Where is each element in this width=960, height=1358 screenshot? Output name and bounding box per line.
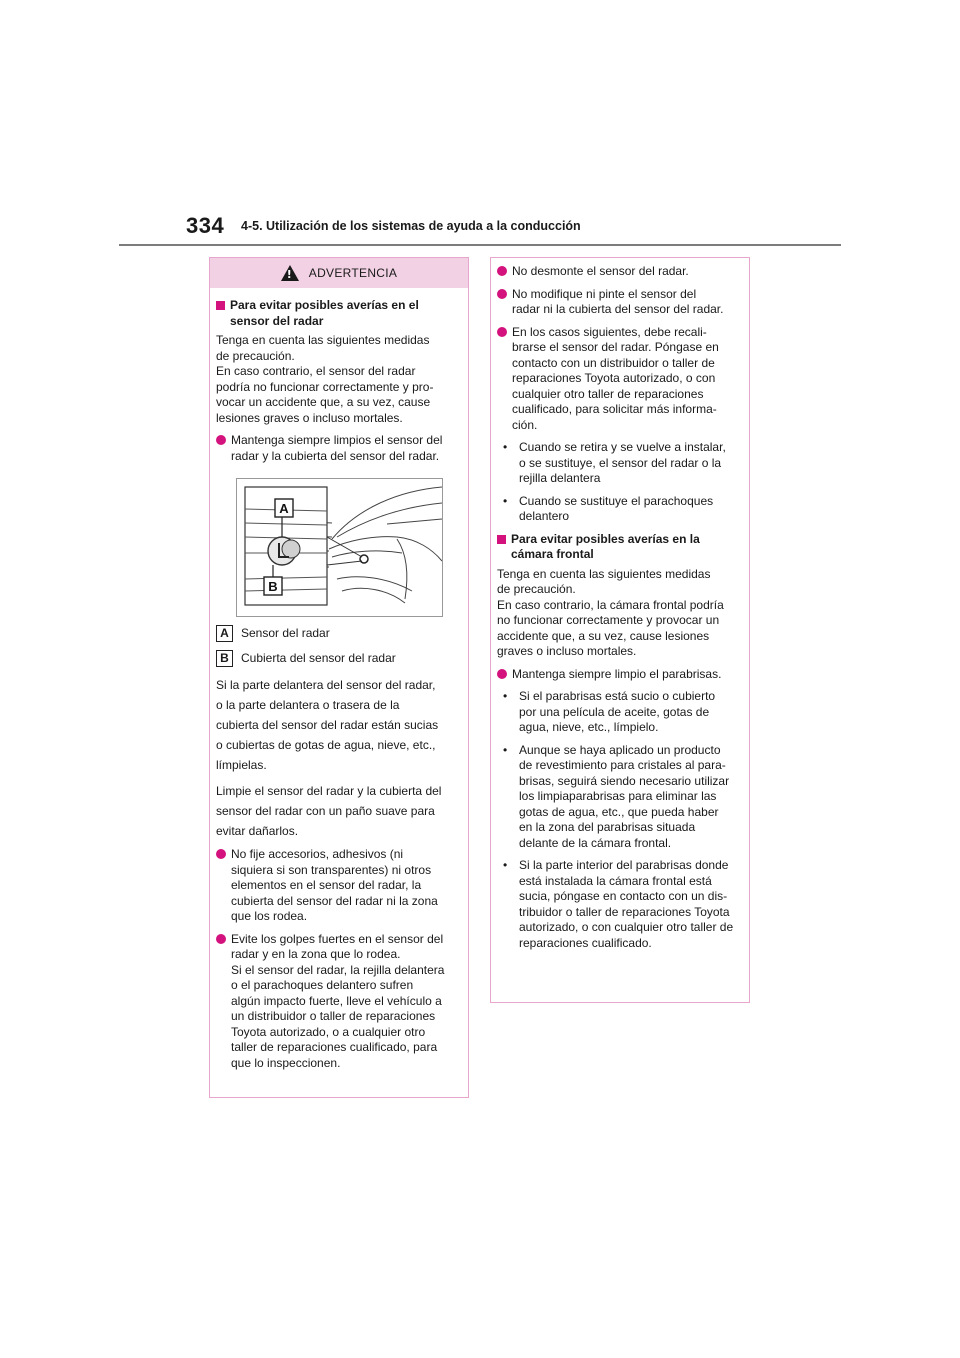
legend-letter-b: B: [216, 650, 233, 667]
warning-triangle-icon: [281, 265, 299, 281]
bullet-item: Evite los golpes fuertes en el sensor del radar y en la zona que lo rodea. Si el sensor del radar, la rejilla delantera o el parachoques delantero sufren algún impacto fuerte, lleve el vehículo a un distribuidor o taller de reparaciones Toyota autorizado, o a cualquier otro taller de reparaciones cualificado, para que lo inspeccionen.: [216, 932, 462, 1072]
circle-bullet-icon: [216, 934, 226, 944]
circle-bullet-icon: [497, 327, 507, 337]
cleaning-paragraph-2: Limpie el sensor del radar y la cubierta del sensor del radar con un paño suave para evitar dañarlos.: [216, 784, 442, 838]
intro-text: Tenga en cuenta las siguientes medidas de precaución. En caso contrario, el sensor del radar podría no funcionar correctamente y pro- vocar un accidente que, a su vez, cause lesiones graves o incluso mortales.: [216, 333, 434, 425]
square-bullet-icon: [497, 535, 506, 544]
warning-content: [210, 288, 468, 1071]
cleaning-paragraph: Si la parte delantera del sensor del radar, o la parte delantera o trasera de la cubierta del sensor del radar están sucias o cubiertas de gotas de agua, nieve, etc., límpielas.: [216, 678, 439, 772]
sub-bullet-item: • Cuando se sustituye el parachoques delantero: [503, 493, 714, 523]
warning-box-right: [490, 257, 750, 1003]
sub-bullet-item: • Si la parte interior del parabrisas donde está instalada la cámara frontal está sucia, póngase en contacto con un dis- tribuidor o taller de reparaciones Toyota autorizado, o con cualquier otro taller de reparaciones cualificado.: [503, 858, 734, 950]
bullet-item: Mantenga siempre limpios el sensor del radar y la cubierta del sensor del radar.: [216, 433, 462, 464]
warning-box-left: [209, 257, 469, 1098]
circle-bullet-icon: [497, 266, 507, 276]
bullet-item: No desmonte el sensor del radar.: [497, 264, 743, 280]
circle-bullet-icon: [216, 849, 226, 859]
sub-bullet-mark: •: [503, 858, 508, 872]
legend-letter-a: A: [216, 625, 233, 642]
warning-content-continued: [491, 258, 749, 951]
sub-bullet-item: • Cuando se retira y se vuelve a instalar, o se sustituye, el sensor del radar o la rejilla delantera: [503, 440, 726, 485]
sub-bullet-mark: •: [503, 440, 508, 454]
page-number: 334: [186, 213, 225, 238]
sub-bullet-mark: •: [503, 689, 508, 703]
bullet-item: En los casos siguientes, debe recali- brarse el sensor del radar. Póngase en contacto con un distribuidor o taller de reparaciones Toyota autorizado, o con cualquier otro taller de reparaciones cualificado, para solicitar más informa- ción.: [497, 325, 743, 434]
square-bullet-icon: [216, 301, 225, 310]
sub-bullet-item: • Aunque se haya aplicado un producto de revestimiento para cristales al para- brisas, seguirá siendo necesario utilizar los limpiaparabrisas para eliminar las gotas de agua, etc., que pueda haber en la zona del parabrisas situada delante de la cámara frontal.: [503, 742, 730, 850]
intro-text-camera: Tenga en cuenta las siguientes medidas de precaución. En caso contrario, la cámara frontal podría no funcionar correctamente y provocar un accidente que, a su vez, cause lesiones graves o incluso mortales.: [497, 566, 724, 658]
radar-sensor-illustration: [236, 478, 443, 617]
warning-title: ADVERTENCIA: [308, 266, 398, 280]
section-heading-camera: Para evitar posibles averías en la cámara frontal: [497, 532, 743, 563]
header-rule: [119, 244, 841, 246]
bullet-item: Mantenga siempre limpio el parabrisas.: [497, 667, 743, 683]
circle-bullet-icon: [216, 435, 226, 445]
sub-bullet-mark: •: [503, 493, 508, 508]
section-heading-radar: Para evitar posibles averías en el sensor del radar: [216, 298, 462, 329]
sub-bullet-item: • Si el parabrisas está sucio o cubierto por una película de aceite, gotas de agua, nieve, etc., límpielo.: [503, 689, 716, 734]
section-title: 4-5. Utilización de los sistemas de ayuda a la conducción: [241, 219, 581, 233]
sub-bullet-mark: •: [503, 742, 508, 757]
legend-item-b: B Cubierta del sensor del radar: [216, 650, 462, 667]
warning-header: [210, 258, 468, 288]
circle-bullet-icon: [497, 669, 507, 679]
bullet-item: No fije accesorios, adhesivos (ni siquiera si son transparentes) ni otros elementos en el sensor del radar, la cubierta del sensor del radar ni la zona que los rodea.: [216, 847, 462, 925]
car-front-drawing: [237, 479, 442, 616]
figure-label-b: B: [268, 579, 278, 594]
circle-bullet-icon: [497, 289, 507, 299]
figure-label-a: A: [279, 501, 289, 516]
bullet-item: No modifique ni pinte el sensor del radar ni la cubierta del sensor del radar.: [497, 287, 743, 318]
legend-item-a: A Sensor del radar: [216, 625, 462, 642]
